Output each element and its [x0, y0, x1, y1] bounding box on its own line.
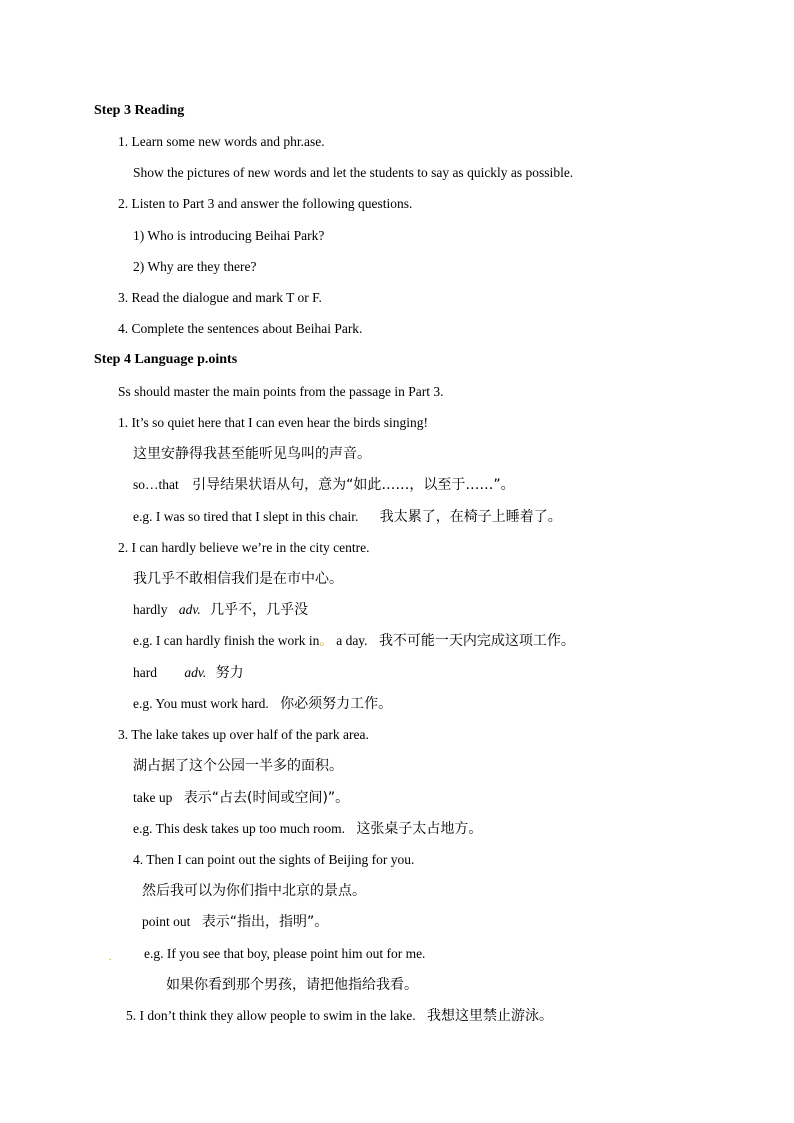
point-3-explanation: 表示“占去(时间或空间)”。 [183, 790, 350, 806]
hard-example-english: e.g. You must work hard. [133, 696, 269, 711]
point-4-keyword: point out [142, 914, 191, 929]
point-2-example-english-b: a day. [332, 633, 368, 648]
point-5 [126, 1007, 553, 1025]
point-2-meaning: 几乎不，几乎没 [210, 602, 309, 618]
point-1-note [133, 476, 515, 494]
step3-question-2: 2) Why are they there? [133, 259, 257, 274]
decorative-dot: 。 [319, 633, 333, 648]
step3-item-4: 4. Complete the sentences about Beihai Park. [118, 321, 363, 336]
point-2-example [133, 632, 575, 650]
point-3-example [133, 820, 482, 838]
point-2-part-of-speech: adv. [178, 602, 201, 617]
point-4-chinese: 然后我可以为你们指中北京的景点。 [142, 883, 366, 899]
point-2-keyword: hardly [133, 602, 168, 617]
point-1-keyword: so…that [133, 477, 179, 492]
point-5-chinese: 我想这里禁止游泳。 [426, 1008, 553, 1024]
point-3-example-english: e.g. This desk takes up too much room. [133, 821, 345, 836]
step3-item-1: 1. Learn some new words and phr.ase. [118, 134, 325, 149]
step3-heading: Step 3 Reading [94, 103, 185, 118]
point-2-word-note [133, 601, 308, 619]
step4-intro: Ss should master the main points from the passage in Part 3. [118, 384, 444, 399]
point-1-english: 1. It’s so quiet here that I can even hear the birds singing! [118, 415, 429, 430]
hard-example [133, 695, 392, 713]
point-4-english: 4. Then I can point out the sights of Beijing for you. [133, 852, 415, 867]
point-4-example-chinese: 如果你看到那个男孩，请把他指给我看。 [166, 977, 418, 993]
point-4-note [142, 913, 328, 931]
point-3-chinese: 湖占据了这个公园一半多的面积。 [133, 758, 343, 774]
hard-keyword: hard [133, 665, 157, 680]
point-2-english: 2. I can hardly believe we’re in the city centre. [118, 540, 370, 555]
point-1-example [133, 508, 562, 526]
point-3-english: 3. The lake takes up over half of the park area. [118, 727, 369, 742]
hard-meaning: 努力 [215, 665, 244, 681]
point-2-chinese: 我几乎不敢相信我们是在市中心。 [133, 571, 343, 587]
hard-part-of-speech: adv. [184, 665, 207, 680]
point-2-example-chinese: 我不可能一天内完成这项工作。 [378, 633, 575, 649]
hard-example-chinese: 你必须努力工作。 [280, 696, 393, 712]
decorative-dot-margin: . [109, 952, 112, 963]
point-3-note [133, 789, 349, 807]
point-5-english: 5. I don’t think they allow people to swim in the lake. [126, 1008, 416, 1023]
point-4-example-english: e.g. If you see that boy, please point him out for me. [144, 946, 426, 961]
point-3-keyword: take up [133, 790, 173, 805]
point-1-example-english: e.g. I was so tired that I slept in this chair. [133, 509, 359, 524]
point-2-example-english-a: e.g. I can hardly finish the work in [133, 633, 320, 648]
step3-item-1-detail: Show the pictures of new words and let the students to say as quickly as possible. [133, 165, 574, 180]
point-1-chinese: 这里安静得我甚至能听见鸟叫的声音。 [133, 446, 371, 462]
point-3-example-chinese: 这张桌子太占地方。 [356, 821, 483, 837]
step3-item-2: 2. Listen to Part 3 and answer the following questions. [118, 196, 413, 211]
step3-question-1: 1) Who is introducing Beihai Park? [133, 228, 325, 243]
point-1-explanation: 引导结果状语从句，意为“如此……，以至于……”。 [192, 477, 515, 493]
hard-word-note [133, 664, 244, 682]
step3-item-3: 3. Read the dialogue and mark T or F. [118, 290, 322, 305]
point-1-example-chinese: 我太累了，在椅子上睡着了。 [379, 509, 562, 525]
point-4-explanation: 表示“指出，指明”。 [201, 914, 329, 930]
step4-heading: Step 4 Language p.oints [94, 352, 238, 367]
